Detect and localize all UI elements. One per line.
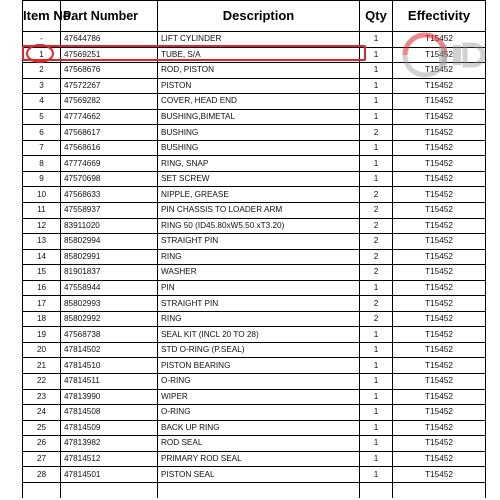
effectivity-cell: T15452 <box>393 420 486 436</box>
description-cell: PISTON SEAL <box>158 467 360 483</box>
part-number-cell: 47813982 <box>61 436 158 452</box>
table-row <box>23 125 486 141</box>
header-qty: Qty <box>360 1 393 32</box>
table-row <box>23 156 486 172</box>
item-no-cell: 24 <box>23 405 61 421</box>
item-no-cell: 10 <box>23 187 61 203</box>
item-no-cell: 9 <box>23 171 61 187</box>
effectivity-cell: T15452 <box>393 171 486 187</box>
item-no-cell: 5 <box>23 109 61 125</box>
table-row <box>23 374 486 390</box>
description-cell: SEAL KIT (INCL 20 TO 28) <box>158 327 360 343</box>
qty-cell: 2 <box>360 218 393 234</box>
item-no-cell: 7 <box>23 140 61 156</box>
table-row <box>23 467 486 483</box>
item-no-cell: 22 <box>23 374 61 390</box>
table-row <box>23 234 486 250</box>
part-number-cell: 47558944 <box>61 280 158 296</box>
qty-cell: 2 <box>360 187 393 203</box>
table-row <box>23 249 486 265</box>
header-item-no: Item No. <box>23 1 61 32</box>
effectivity-cell: T15452 <box>393 389 486 405</box>
qty-cell: 2 <box>360 311 393 327</box>
qty-cell: 1 <box>360 78 393 94</box>
table-row <box>23 203 486 219</box>
description-cell: ROD, PISTON <box>158 63 360 79</box>
effectivity-cell: T15452 <box>393 234 486 250</box>
part-number-cell: 47558937 <box>61 203 158 219</box>
qty-cell: 1 <box>360 467 393 483</box>
effectivity-cell: T15452 <box>393 296 486 312</box>
description-cell: NIPPLE, GREASE <box>158 187 360 203</box>
description-cell: SET SCREW <box>158 171 360 187</box>
effectivity-cell: T15452 <box>393 187 486 203</box>
table-row <box>23 420 486 436</box>
qty-cell: 1 <box>360 342 393 358</box>
qty-cell: 1 <box>360 405 393 421</box>
item-no-cell: 1 <box>23 47 61 63</box>
part-number-cell: 47568676 <box>61 63 158 79</box>
effectivity-cell: T15452 <box>393 451 486 467</box>
effectivity-cell: T15452 <box>393 125 486 141</box>
part-number-cell: 47568617 <box>61 125 158 141</box>
effectivity-cell: T15452 <box>393 358 486 374</box>
qty-cell: 1 <box>360 156 393 172</box>
qty-cell: 2 <box>360 296 393 312</box>
part-number-cell: 47814512 <box>61 451 158 467</box>
table-row <box>23 327 486 343</box>
description-cell: STRAIGHT PIN <box>158 296 360 312</box>
part-number-cell: 47774669 <box>61 156 158 172</box>
qty-cell: 2 <box>360 203 393 219</box>
item-no-cell: 25 <box>23 420 61 436</box>
part-number-cell: 81901837 <box>61 265 158 281</box>
description-cell: TUBE, S/A <box>158 47 360 63</box>
item-no-cell: 2 <box>23 63 61 79</box>
part-number-cell: 47814508 <box>61 405 158 421</box>
part-number-cell: 47568633 <box>61 187 158 203</box>
effectivity-cell: T15452 <box>393 374 486 390</box>
qty-cell: 1 <box>360 327 393 343</box>
description-cell: PIN CHASSIS TO LOADER ARM <box>158 203 360 219</box>
description-cell: RING 50 (ID45.80xW5.50 xT3.20) <box>158 218 360 234</box>
item-no-cell: 3 <box>23 78 61 94</box>
description-cell: COVER, HEAD END <box>158 94 360 110</box>
effectivity-cell: T15452 <box>393 405 486 421</box>
part-number-cell: 47570698 <box>61 171 158 187</box>
qty-cell: 1 <box>360 94 393 110</box>
qty-cell: 1 <box>360 358 393 374</box>
description-cell: RING <box>158 311 360 327</box>
effectivity-cell: T15452 <box>393 218 486 234</box>
item-no-cell: 4 <box>23 94 61 110</box>
item-no-cell: 15 <box>23 265 61 281</box>
part-number-cell: 85802991 <box>61 249 158 265</box>
qty-cell: 2 <box>360 249 393 265</box>
part-number-cell: 85802992 <box>61 311 158 327</box>
item-no-cell: 8 <box>23 156 61 172</box>
table-row <box>23 389 486 405</box>
description-cell: PRIMARY ROD SEAL <box>158 451 360 467</box>
item-no-cell: 19 <box>23 327 61 343</box>
description-cell: RING, SNAP <box>158 156 360 172</box>
description-cell: O-RING <box>158 374 360 390</box>
description-cell: LIFT CYLINDER <box>158 32 360 48</box>
item-no-cell: 23 <box>23 389 61 405</box>
part-number-cell: 83911020 <box>61 218 158 234</box>
header-effectivity: Effectivity <box>393 1 486 32</box>
table-body <box>23 32 486 498</box>
table-row <box>23 187 486 203</box>
table-row <box>23 358 486 374</box>
effectivity-cell: T15452 <box>393 94 486 110</box>
table-row <box>23 171 486 187</box>
item-no-cell: 13 <box>23 234 61 250</box>
table-row <box>23 218 486 234</box>
item-no-cell: 17 <box>23 296 61 312</box>
brand-watermark-logo-icon <box>395 25 490 85</box>
qty-cell: 1 <box>360 47 393 63</box>
qty-cell: 1 <box>360 109 393 125</box>
effectivity-cell: T15452 <box>393 327 486 343</box>
part-number-cell: 47814501 <box>61 467 158 483</box>
qty-cell: 1 <box>360 63 393 79</box>
table-row <box>23 311 486 327</box>
part-number-cell: 47572267 <box>61 78 158 94</box>
part-number-cell: 47568738 <box>61 327 158 343</box>
table-row <box>23 109 486 125</box>
description-cell: O-RING <box>158 405 360 421</box>
description-cell: PIN <box>158 280 360 296</box>
effectivity-cell: T15452 <box>393 78 486 94</box>
effectivity-cell: T15452 <box>393 156 486 172</box>
effectivity-cell: T15452 <box>393 32 486 48</box>
description-cell: PISTON <box>158 78 360 94</box>
description-cell: BUSHING <box>158 125 360 141</box>
item-no-cell: - <box>23 32 61 48</box>
effectivity-cell: T15452 <box>393 342 486 358</box>
qty-cell: 1 <box>360 374 393 390</box>
table-row <box>23 342 486 358</box>
empty-cell <box>61 482 158 498</box>
description-cell: BUSHING,BIMETAL <box>158 109 360 125</box>
table-row <box>23 436 486 452</box>
header-part-number: Part Number <box>61 1 158 32</box>
part-number-cell: 85802993 <box>61 296 158 312</box>
part-number-cell: 47814510 <box>61 358 158 374</box>
item-no-cell: 6 <box>23 125 61 141</box>
effectivity-cell: T15452 <box>393 467 486 483</box>
description-cell: BACK UP RING <box>158 420 360 436</box>
effectivity-cell: T15452 <box>393 311 486 327</box>
description-cell: STRAIGHT PIN <box>158 234 360 250</box>
table-row <box>23 296 486 312</box>
effectivity-cell: T15452 <box>393 280 486 296</box>
empty-cell <box>360 482 393 498</box>
part-number-cell: 47813990 <box>61 389 158 405</box>
empty-row <box>23 482 486 498</box>
qty-cell: 1 <box>360 32 393 48</box>
qty-cell: 1 <box>360 280 393 296</box>
qty-cell: 1 <box>360 451 393 467</box>
item-no-cell: 20 <box>23 342 61 358</box>
part-number-cell: 47568616 <box>61 140 158 156</box>
effectivity-cell: T15452 <box>393 436 486 452</box>
item-no-cell: 26 <box>23 436 61 452</box>
item-no-cell: 14 <box>23 249 61 265</box>
part-number-cell: 85802994 <box>61 234 158 250</box>
qty-cell: 2 <box>360 125 393 141</box>
qty-cell: 1 <box>360 140 393 156</box>
description-cell: WIPER <box>158 389 360 405</box>
qty-cell: 2 <box>360 265 393 281</box>
effectivity-cell: T15452 <box>393 140 486 156</box>
description-cell: STD O-RING (P.SEAL) <box>158 342 360 358</box>
item-no-cell: 28 <box>23 467 61 483</box>
effectivity-cell: T15452 <box>393 47 486 63</box>
item-no-cell: 27 <box>23 451 61 467</box>
description-cell: RING <box>158 249 360 265</box>
qty-cell: 1 <box>360 171 393 187</box>
table-row <box>23 280 486 296</box>
item-no-cell: 21 <box>23 358 61 374</box>
table-row <box>23 140 486 156</box>
part-number-cell: 47814511 <box>61 374 158 390</box>
empty-cell <box>158 482 360 498</box>
effectivity-cell: T15452 <box>393 249 486 265</box>
item-no-cell: 11 <box>23 203 61 219</box>
part-number-cell: 47569251 <box>61 47 158 63</box>
qty-cell: 2 <box>360 234 393 250</box>
description-cell: BUSHING <box>158 140 360 156</box>
part-number-cell: 47774662 <box>61 109 158 125</box>
effectivity-cell: T15452 <box>393 203 486 219</box>
part-number-cell: 47644786 <box>61 32 158 48</box>
effectivity-cell: T15452 <box>393 109 486 125</box>
header-description: Description <box>158 1 360 32</box>
empty-cell <box>23 482 61 498</box>
table-row <box>23 94 486 110</box>
table-row <box>23 265 486 281</box>
part-number-cell: 47814509 <box>61 420 158 436</box>
item-no-cell: 12 <box>23 218 61 234</box>
qty-cell: 1 <box>360 389 393 405</box>
item-no-cell: 18 <box>23 311 61 327</box>
part-number-cell: 47569282 <box>61 94 158 110</box>
empty-cell <box>393 482 486 498</box>
description-cell: PISTON BEARING <box>158 358 360 374</box>
description-cell: WASHER <box>158 265 360 281</box>
description-cell: ROD SEAL <box>158 436 360 452</box>
qty-cell: 1 <box>360 436 393 452</box>
table-row <box>23 451 486 467</box>
effectivity-cell: T15452 <box>393 63 486 79</box>
table-row <box>23 405 486 421</box>
part-number-cell: 47814502 <box>61 342 158 358</box>
item-no-cell: 16 <box>23 280 61 296</box>
effectivity-cell: T15452 <box>393 265 486 281</box>
qty-cell: 1 <box>360 420 393 436</box>
